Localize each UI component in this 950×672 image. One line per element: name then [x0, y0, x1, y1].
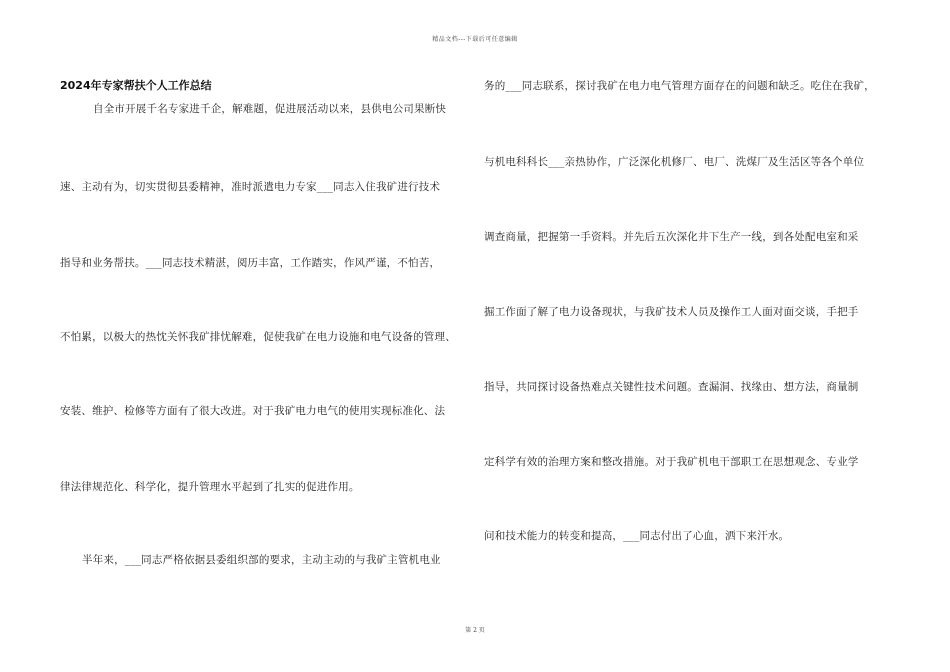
paragraph-line: 务的___同志联系，探讨我矿在电力电气管理方面存在的问题和缺乏。吃住在我矿， [484, 80, 875, 92]
page-number: 第 2 页 [465, 627, 485, 634]
paragraph-line: 律法律规范化、科学化，提升管理水平起到了扎实的促进作用。 [60, 481, 360, 493]
paragraph-line: 自全市开展千名专家进千企，解难题，促进展活动以来，县供电公司果断快 [93, 103, 447, 115]
paragraph-line: 速、主动有为，切实贯彻县委精神，准时派遣电力专家___同志入住我矿进行技术 [60, 181, 441, 193]
page-header: 精品文档---下载后可任意编辑 [432, 36, 518, 43]
paragraph-line: 掘工作面了解了电力设备现状，与我矿技术人员及操作工人面对面交谈，手把手 [484, 306, 859, 318]
document-title: 2024年专家帮扶个人工作总结 [60, 79, 212, 92]
paragraph-line: 指导，共同探讨设备热难点关键性技术问题。查漏洞、找缘由、想方法，商量制 [484, 381, 859, 393]
paragraph-line: 半年来，___同志严格依据县委组织部的要求，主动主动的与我矿主管机电业 [82, 554, 441, 566]
paragraph-line: 调查商量，把握第一手资料。并先后五次深化井下生产一线，到各处配电室和采 [484, 231, 859, 243]
paragraph-line: 与机电科科长___亲热协作，广泛深化机修厂、电厂、洗煤厂及生活区等各个单位 [484, 156, 865, 168]
paragraph-line: 指导和业务帮扶。___同志技术精湛，阅历丰富，工作踏实，作风严谨，不怕苦， [60, 257, 441, 269]
paragraph-line: 不怕累，以极大的热忱关怀我矿排忧解难，促使我矿在电力设施和电气设备的管理、 [60, 331, 456, 343]
paragraph-line: 安装、维护、检修等方面有了很大改进。对于我矿电力电气的使用实现标准化、法 [60, 405, 446, 417]
paragraph-line: 问和技术能力的转变和提高，___同志付出了心血，洒下来汗水。 [484, 530, 790, 542]
paragraph-line: 定科学有效的治理方案和整改措施。对于我矿机电干部职工在思想观念、专业学 [484, 456, 859, 468]
